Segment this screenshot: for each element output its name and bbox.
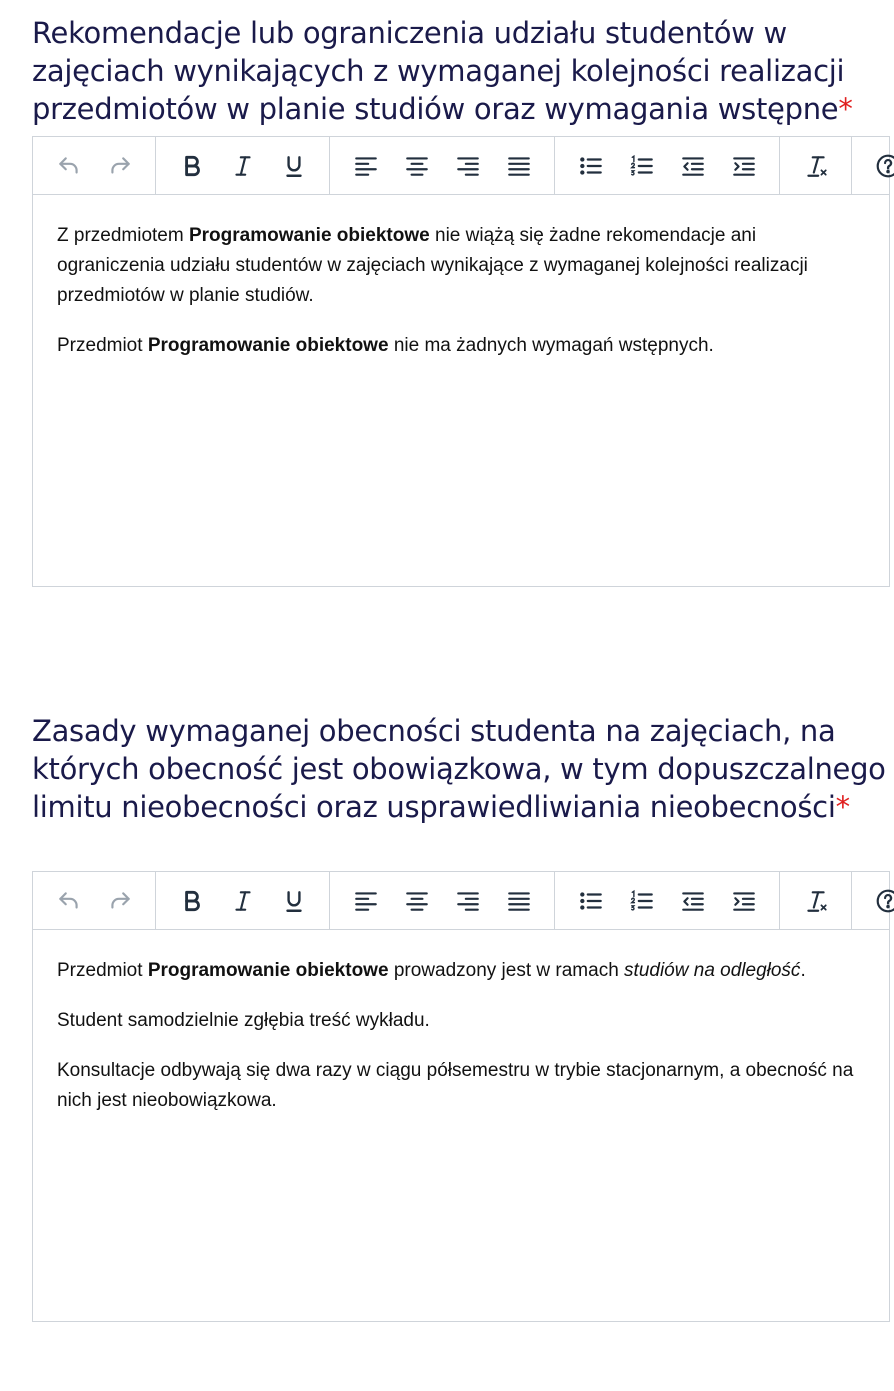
editor-paragraph: Student samodzielnie zgłębia treść wykładu. (57, 1010, 430, 1031)
redo-button[interactable] (99, 881, 140, 921)
clear-formatting-icon (803, 888, 829, 914)
outdent-icon (680, 153, 706, 179)
indent-button[interactable] (723, 146, 764, 186)
history-group (33, 137, 156, 194)
undo-icon (56, 153, 82, 179)
align-center-button[interactable] (396, 146, 437, 186)
align-right-icon (455, 153, 481, 179)
course-name-bold: Programowanie obiektowe (188, 225, 430, 246)
underline-icon (281, 888, 307, 914)
underline-button[interactable] (273, 881, 314, 921)
outdent-button[interactable] (672, 881, 713, 921)
prerequisites-heading (32, 14, 890, 136)
list-group (555, 872, 780, 929)
bold-icon (179, 888, 205, 914)
bold-icon (179, 153, 205, 179)
course-name-bold: Programowanie obiektowe (147, 335, 389, 356)
course-name-bold: Programowanie obiektowe (147, 960, 389, 981)
format-group (156, 872, 330, 929)
editor-toolbar (33, 137, 889, 195)
clear-formatting-button[interactable] (795, 146, 836, 186)
indent-button[interactable] (723, 881, 764, 921)
bullet-list-button[interactable] (570, 881, 611, 921)
clear-group (780, 137, 852, 194)
outdent-icon (680, 888, 706, 914)
italic-button[interactable] (222, 146, 263, 186)
undo-button[interactable] (48, 881, 89, 921)
list-group (555, 137, 780, 194)
align-left-icon (353, 153, 379, 179)
text-run: Przedmiot (57, 960, 148, 981)
align-right-icon (455, 888, 481, 914)
italic-icon (230, 888, 256, 914)
outdent-button[interactable] (672, 146, 713, 186)
help-icon (875, 153, 894, 179)
prerequisites-editor (32, 136, 890, 587)
editor-paragraph (57, 221, 865, 311)
alignment-group (330, 872, 555, 929)
italic-icon (230, 153, 256, 179)
numbered-list-icon (629, 888, 655, 914)
history-group (33, 872, 156, 929)
numbered-list-button[interactable] (621, 146, 662, 186)
text-run: prowadzony jest w ramach (388, 960, 625, 981)
bold-button[interactable] (171, 881, 212, 921)
text-run: . (800, 960, 806, 981)
help-group (852, 872, 894, 929)
align-center-button[interactable] (396, 881, 437, 921)
attendance-editor (32, 871, 890, 1322)
align-left-icon (353, 888, 379, 914)
text-run: Z przedmiotem (57, 225, 189, 246)
redo-icon (107, 888, 133, 914)
clear-formatting-button[interactable] (795, 881, 836, 921)
redo-icon (107, 153, 133, 179)
clear-formatting-icon (803, 153, 829, 179)
bullet-list-button[interactable] (570, 146, 611, 186)
study-mode-italic: studiów na odległość (624, 960, 801, 981)
text-run: Przedmiot (57, 335, 148, 356)
align-right-button[interactable] (447, 881, 488, 921)
bullet-list-icon (578, 888, 604, 914)
attendance-title-text: Zasady wymaganej obecności studenta na zajęciach, na których obecność jest obowiązkowa, w tym dopuszczalnego limitu nieobecności oraz usprawiedliwiania nieobecności (32, 714, 886, 824)
format-group (156, 137, 330, 194)
undo-button[interactable] (48, 146, 89, 186)
help-button[interactable] (867, 881, 894, 921)
attendance-section (32, 712, 890, 1322)
required-asterisk: * (835, 790, 850, 824)
align-center-icon (404, 153, 430, 179)
numbered-list-icon (629, 153, 655, 179)
align-justify-button[interactable] (498, 881, 539, 921)
indent-icon (731, 888, 757, 914)
prerequisites-title-text: Rekomendacje lub ograniczenia udziału studentów w zajęciach wynikających z wymaganej kolejności realizacji przedmiotów w planie studiów oraz wymagania wstępne (32, 16, 845, 126)
editor-paragraph: Konsultacje odbywają się dwa razy w ciągu półsemestru w trybie stacjonarnym, a obecność na nich jest nieobowiązkowa. (57, 1060, 854, 1111)
help-icon (875, 888, 894, 914)
text-run: nie wiążą się żadne rekomendacje ani ograniczenia udziału studentów w zajęciach wynikające z wymaganej kolejności realizacji przedmiotów w planie studiów. (57, 225, 808, 306)
attendance-editor-content[interactable] (33, 930, 889, 1321)
prerequisites-editor-content[interactable] (33, 195, 889, 586)
attendance-heading (32, 712, 890, 871)
alignment-group (330, 137, 555, 194)
align-left-button[interactable] (345, 146, 386, 186)
prerequisites-section (32, 14, 890, 587)
help-group (852, 137, 894, 194)
clear-group (780, 872, 852, 929)
align-justify-icon (506, 888, 532, 914)
numbered-list-button[interactable] (621, 881, 662, 921)
align-left-button[interactable] (345, 881, 386, 921)
help-button[interactable] (867, 146, 894, 186)
align-justify-button[interactable] (498, 146, 539, 186)
editor-paragraph (57, 956, 865, 986)
align-center-icon (404, 888, 430, 914)
bold-button[interactable] (171, 146, 212, 186)
italic-button[interactable] (222, 881, 263, 921)
bullet-list-icon (578, 153, 604, 179)
align-justify-icon (506, 153, 532, 179)
editor-toolbar (33, 872, 889, 930)
indent-icon (731, 153, 757, 179)
undo-icon (56, 888, 82, 914)
editor-paragraph (57, 331, 865, 361)
underline-icon (281, 153, 307, 179)
text-run: nie ma żadnych wymagań wstępnych. (388, 335, 714, 356)
redo-button[interactable] (99, 146, 140, 186)
required-asterisk: * (838, 92, 853, 126)
underline-button[interactable] (273, 146, 314, 186)
align-right-button[interactable] (447, 146, 488, 186)
